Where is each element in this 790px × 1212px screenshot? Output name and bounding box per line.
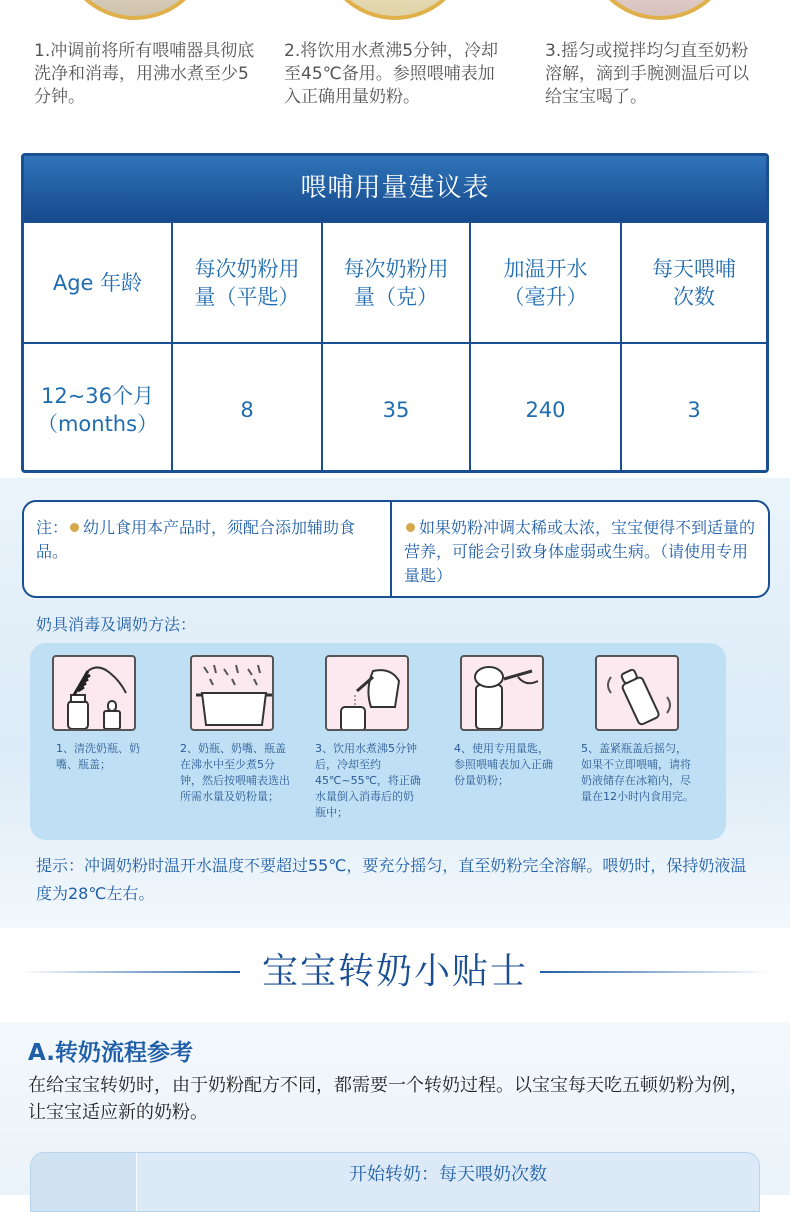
notes-box bbox=[22, 500, 770, 598]
method-step-text: 5、盖紧瓶盖后摇匀，如果不立即喂哺，请将奶液储存在冰箱内，尽量在12小时内食用完。 bbox=[581, 742, 694, 803]
method-step-4 bbox=[454, 655, 553, 787]
tip-text: 提示：冲调奶粉时温开水温度不要超过55℃，要充分摇匀，直至奶粉完全溶解。喂奶时，保持奶液温度为28℃左右。 bbox=[36, 856, 747, 903]
cell-grams: 35 bbox=[323, 344, 471, 473]
cell-times: 3 bbox=[687, 397, 701, 422]
prep-steps bbox=[0, 0, 790, 135]
note-left bbox=[24, 502, 392, 596]
section-title: 宝宝转奶小贴士 bbox=[261, 951, 528, 992]
step-photo-2 bbox=[320, 0, 470, 20]
process-side-column bbox=[31, 1153, 137, 1212]
table-row bbox=[24, 342, 766, 473]
header-water: 加温开水（毫升） bbox=[471, 223, 622, 342]
method-step-text: 3、饮用水煮沸5分钟后，冷却至约45℃~55℃，将正确水量倒入消毒后的奶瓶中； bbox=[315, 742, 421, 819]
feeding-table bbox=[21, 153, 769, 473]
header-scoops: 每次奶粉用量（平匙） bbox=[173, 223, 323, 342]
prep-step-2: 2.将饮用水煮沸5分钟，冷却至45℃备用。参照喂哺表加入正确用量奶粉。 bbox=[284, 41, 499, 107]
step-photo-1 bbox=[60, 0, 210, 20]
method-step-2 bbox=[180, 655, 290, 803]
note-right bbox=[392, 502, 768, 596]
feeding-table-title: 喂哺用量建议表 bbox=[24, 156, 766, 221]
method-step-text: 1、清洗奶瓶、奶嘴、瓶盖； bbox=[56, 742, 140, 771]
process-header: 开始转奶：每天喂奶次数 bbox=[349, 1164, 547, 1185]
subsection-title: A.转奶流程参考 bbox=[28, 1040, 193, 1066]
note-left-text: 幼儿食用本产品时，须配合添加辅助食品。 bbox=[36, 518, 356, 561]
section-header bbox=[0, 935, 790, 1005]
method-panel bbox=[30, 643, 726, 840]
boiling-pot-icon bbox=[190, 655, 274, 731]
shake-bottle-icon bbox=[595, 655, 679, 731]
header-age: Age 年龄 bbox=[24, 223, 173, 342]
cell-scoops: 8 bbox=[173, 344, 323, 473]
header-grams: 每次奶粉用量（克） bbox=[323, 223, 471, 342]
bullet-dot-icon bbox=[70, 523, 79, 532]
table-header-row bbox=[24, 221, 766, 342]
prep-step-3: 3.摇匀或搅拌均匀直至奶粉溶解，滴到手腕测温后可以给宝宝喝了。 bbox=[545, 41, 749, 107]
method-step-3 bbox=[315, 655, 421, 819]
brush-bottle-icon bbox=[52, 655, 136, 731]
method-step-text: 4、使用专用量匙，参照喂哺表加入正确份量奶粉； bbox=[454, 742, 553, 787]
note-right-text: 如果奶粉冲调太稀或太浓，宝宝便得不到适量的营养，可能会引致身体虚弱或生病。（请使用专用量匙） bbox=[404, 518, 756, 585]
scoop-powder-icon bbox=[460, 655, 544, 731]
method-step-text: 2、奶瓶、奶嘴、瓶盖在沸水中至少煮5分钟，然后按喂哺表选出所需水量及奶粉量； bbox=[180, 742, 290, 803]
prep-step-1: 1.冲调前将所有喂哺器具彻底洗净和消毒，用沸水煮至少5分钟。 bbox=[34, 41, 255, 107]
step-photo-3 bbox=[585, 0, 735, 20]
bullet-dot-icon bbox=[406, 523, 415, 532]
header-times: 每天喂哺次数 bbox=[652, 256, 736, 309]
method-step-5 bbox=[581, 655, 694, 803]
note-prefix: 注： bbox=[36, 518, 69, 537]
method-step-1 bbox=[52, 655, 140, 771]
method-title: 奶具消毒及调奶方法： bbox=[36, 615, 197, 634]
intro-paragraph: 在给宝宝转奶时，由于奶粉配方不同，都需要一个转奶过程。以宝宝每天吃五顿奶粉为例，让宝宝适应新的奶粉。 bbox=[28, 1075, 748, 1123]
process-table bbox=[30, 1152, 760, 1212]
kettle-pour-icon bbox=[325, 655, 409, 731]
cell-water: 240 bbox=[471, 344, 622, 473]
cell-age: 12~36个月（months） bbox=[24, 344, 173, 473]
